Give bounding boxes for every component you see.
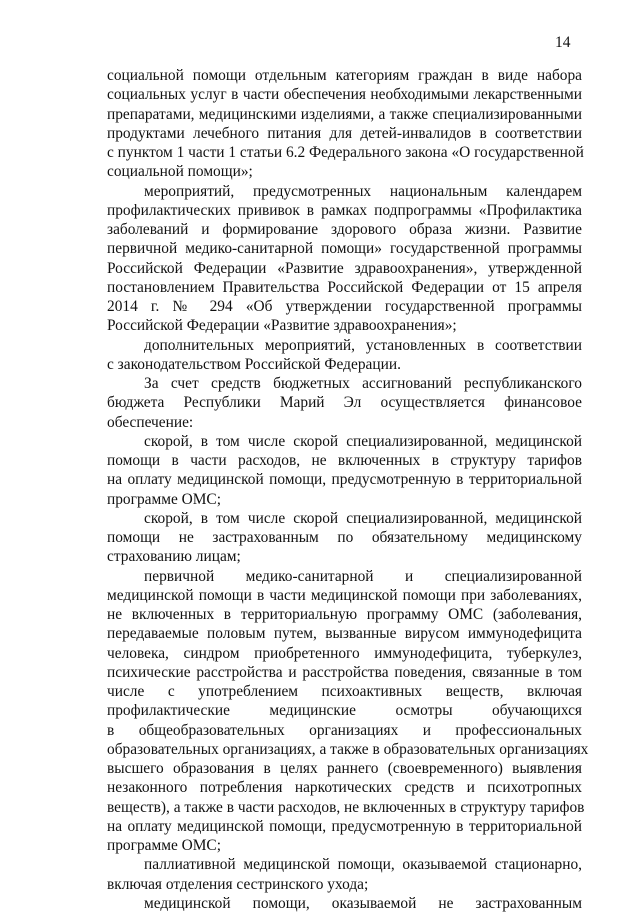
page-number: 14 bbox=[555, 34, 571, 51]
text-line: программе ОМС; bbox=[107, 490, 221, 508]
text-line: обеспечение: bbox=[107, 413, 194, 431]
paragraph bbox=[107, 432, 582, 509]
text-line: продуктами лечебного питания для детей-инвалидов в соответствии bbox=[107, 124, 582, 142]
paragraph bbox=[107, 509, 582, 567]
text-line: социальных услуг в части обеспечения необходимыми лекарственными bbox=[107, 86, 582, 104]
paragraph bbox=[107, 182, 582, 336]
paragraph bbox=[107, 336, 582, 375]
text-line: бюджета Республики Марий Эл осуществляется финансовое bbox=[107, 394, 582, 412]
text-line: препаратами, медицинскими изделиями, а также специализированными bbox=[107, 105, 582, 123]
text-line: 2014 г. № 294 «Об утверждении государственной программы bbox=[107, 298, 582, 315]
text-line: с законодательством Российской Федерации. bbox=[107, 355, 401, 373]
text-line: на оплату медицинской помощи, предусмотренную в территориальной bbox=[107, 817, 582, 835]
text-line: включая отделения сестринского ухода; bbox=[107, 875, 369, 893]
paragraph bbox=[107, 855, 582, 894]
text-line: помощи не застрахованным по обязательному медицинскому bbox=[107, 529, 582, 546]
text-line: дополнительных мероприятий, установленных в соответствии bbox=[144, 336, 582, 354]
text-line: высшего образования в целях раннего (своевременного) выявления bbox=[107, 760, 582, 777]
text-line: медицинской помощи, оказываемой не застрахованным bbox=[144, 894, 582, 912]
paragraph bbox=[107, 894, 582, 913]
text-line: Российской Федерации «Развитие здравоохранения», утвержденной bbox=[107, 259, 582, 277]
text-line: первичной медико-санитарной и специализированной bbox=[144, 567, 582, 585]
text-line: веществ), а также в части расходов, не включенных в структуру тарифов bbox=[107, 798, 585, 816]
text-line: программе ОМС; bbox=[107, 837, 221, 854]
paragraph bbox=[107, 66, 582, 182]
text-line: на оплату медицинской помощи, предусмотренную в территориальной bbox=[107, 471, 582, 489]
text-line: незаконного потребления наркотических средств и психотропных bbox=[107, 779, 582, 797]
text-line: скорой, в том числе скорой специализированной, медицинской bbox=[144, 509, 582, 527]
text-line: человека, синдром приобретенного иммунодефицита, туберкулез, bbox=[107, 644, 582, 662]
text-line: медицинской помощи в части медицинской помощи при заболеваниях, bbox=[107, 586, 582, 604]
text-line: психические расстройства и расстройства поведения, связанные в том bbox=[107, 663, 582, 681]
text-line: с пунктом 1 части 1 статьи 6.2 Федерального закона «О государственной bbox=[107, 144, 584, 161]
text-line: социальной помощи отдельным категориям граждан в виде набора bbox=[107, 67, 582, 84]
text-line: профилактических прививок в рамках подпрограммы «Профилактика bbox=[107, 201, 582, 219]
text-line: страхованию лицам; bbox=[107, 548, 241, 566]
text-line: Российской Федерации «Развитие здравоохранения»; bbox=[107, 317, 457, 335]
text-line: За счет средств бюджетных ассигнований республиканского bbox=[144, 375, 582, 392]
paragraph bbox=[107, 374, 582, 432]
text-line: профилактические медицинские осмотры обучающихся bbox=[107, 702, 582, 720]
text-line: заболеваний и формирование здорового образа жизни. Развитие bbox=[107, 221, 582, 238]
text-line: социальной помощи»; bbox=[107, 163, 253, 181]
text-line: в общеобразовательных организациях и профессиональных bbox=[107, 721, 582, 739]
text-line: передаваемые половым путем, вызванные вирусом иммунодефицита bbox=[107, 625, 582, 643]
text-line: скорой, в том числе скорой специализированной, медицинской bbox=[144, 432, 582, 450]
text-line: числе с употреблением психоактивных веществ, включая bbox=[107, 683, 582, 700]
text-line: паллиативной медицинской помощи, оказываемой стационарно, bbox=[144, 856, 582, 874]
text-line: первичной медико-санитарной помощи» государственной программы bbox=[107, 240, 582, 258]
text-line: не включенных в территориальную программу ОМС (заболевания, bbox=[107, 606, 582, 623]
text-line: помощи в части расходов, не включенных в структуру тарифов bbox=[107, 452, 582, 469]
text-line: мероприятий, предусмотренных национальным календарем bbox=[144, 182, 582, 200]
text-line: образовательных организациях, а также в образовательных организациях bbox=[107, 740, 589, 758]
document-body bbox=[107, 66, 589, 913]
paragraph bbox=[107, 567, 589, 856]
text-line: постановлением Правительства Российской Федерации от 15 апреля bbox=[107, 278, 582, 296]
